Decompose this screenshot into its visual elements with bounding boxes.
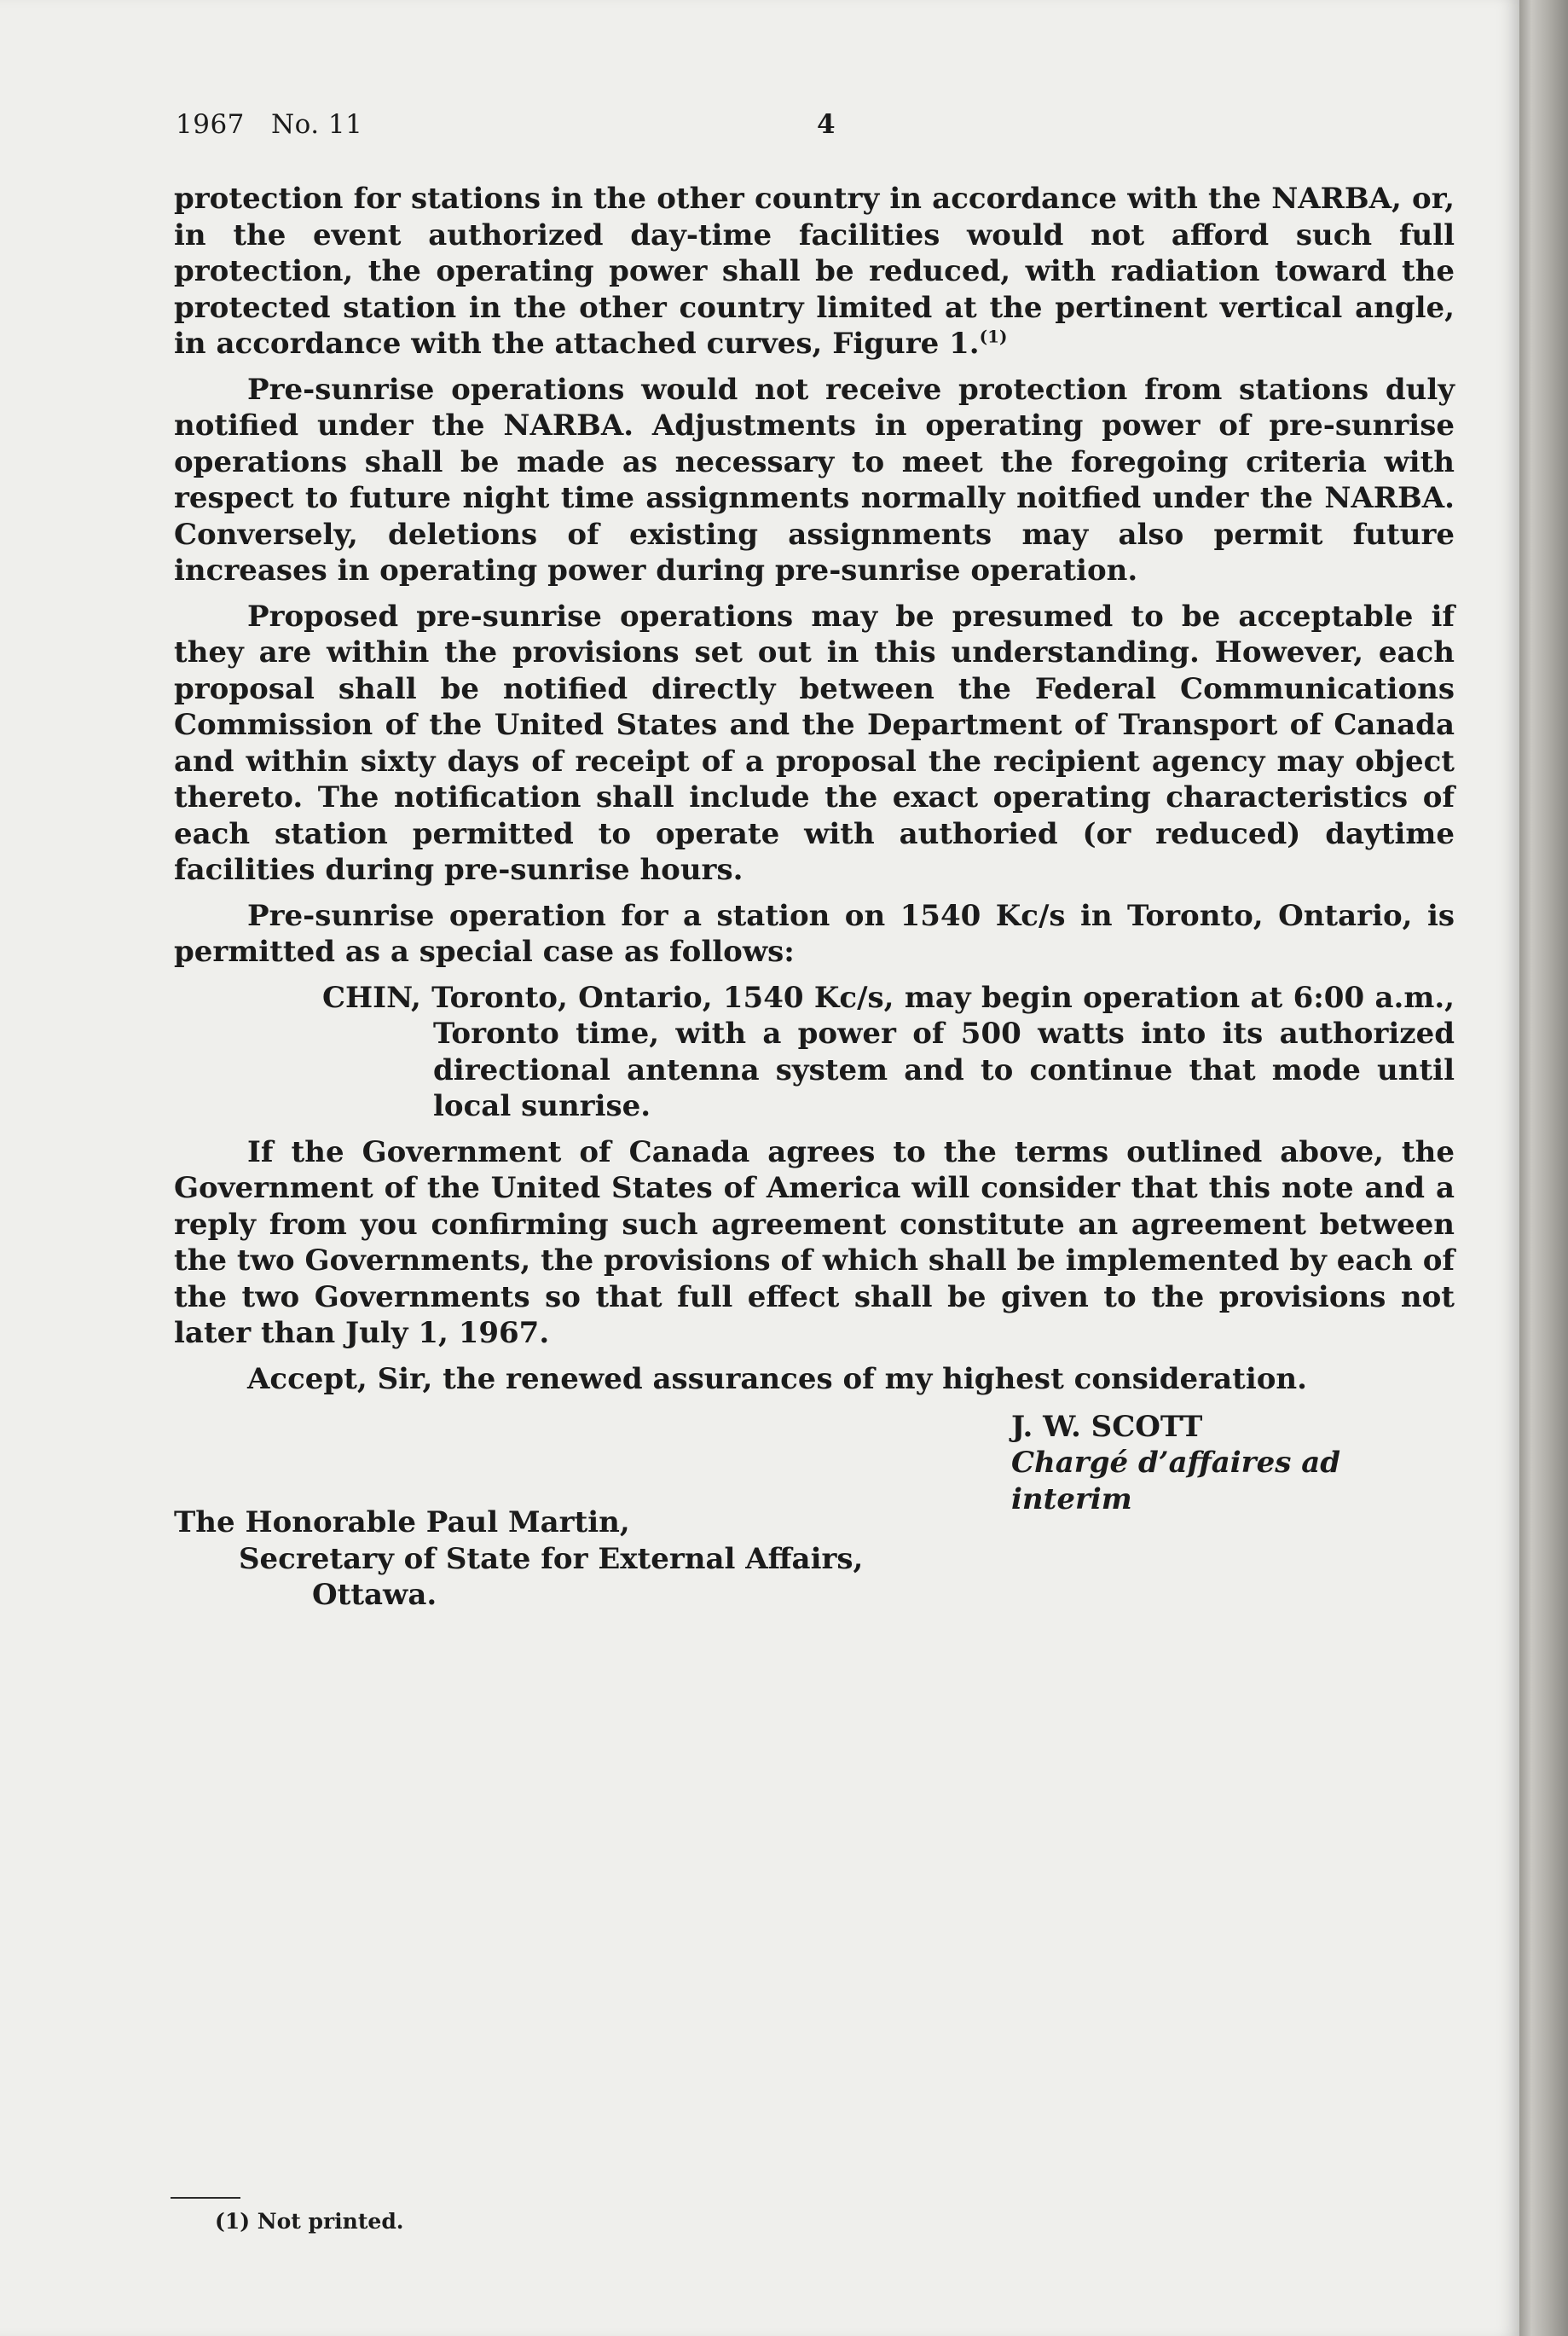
page-header (176, 109, 836, 140)
addressee-line-1: The Honorable Paul Martin, (174, 1505, 630, 1539)
addressee-line-3: Ottawa. (312, 1578, 437, 1612)
signatory-title: Chargé d’affaires ad interim (1011, 1446, 1341, 1516)
letter-body (174, 181, 1455, 1614)
addressee-line-2: Secretary of State for External Affairs, (239, 1541, 864, 1576)
paragraph-1 (174, 181, 1455, 362)
addressee-block (174, 1504, 1455, 1614)
footnote-marker: (1) (979, 326, 1008, 347)
paragraph-6: If the Government of Canada agrees to the terms outlined above, the Government of the United States of America will consider that this note and a reply from you confirming such agreement constitute an agreement between the two Governments, the provisions of which shall be implemented by each of the two Governments so that full effect shall be given to the provisions not later than July 1, 1967. (174, 1134, 1455, 1350)
signatory-name: J. W. SCOTT (1011, 1410, 1203, 1444)
book-spine-edge (1519, 0, 1568, 2336)
paragraph-chin: CHIN, Toronto, Ontario, 1540 Kc/s, may begin operation at 6:00 a.m., Toronto time, with a power of 500 watts into its authorized directional antenna system and to continue that mode until local sunrise. (322, 980, 1455, 1123)
closing-paragraph: Accept, Sir, the renewed assurances of my highest consideration. (247, 1361, 1307, 1396)
footnote: (1) Not printed. (215, 2209, 404, 2234)
paragraph-2: Pre-sunrise operations would not receive protection from stations duly notified under the NARBA. Adjustments in operating power of pre-sunrise operations shall be made as necessary to meet the foregoing criteria with respect to future night time assignments normally noitfied under the NARBA. Conversely, deletions of existing assignments may also permit future increases in operating power during pre-sunrise operation. (174, 372, 1455, 588)
paragraph-4: Pre-sunrise operation for a station on 1540 Kc/s in Toronto, Ontario, is permitted as a special case as follows: (174, 898, 1455, 969)
paragraph-1-text: protection for stations in the other country in accordance with the NARBA, or, in the event authorized day-time facilities would not afford such full protection, the operating power shall be reduced, with radiation toward the protected station in the other country limited at the pertinent vertical angle, in accordance with the attached curves, Figure 1. (174, 182, 1455, 361)
signature-block (174, 1409, 1455, 1516)
footnote-divider (171, 2197, 240, 2199)
document-number: 1967 No. 11 (176, 109, 363, 140)
page-number: 4 (817, 109, 836, 140)
paragraph-3: Proposed pre-sunrise operations may be presumed to be acceptable if they are within the provisions set out in this understanding. However, each proposal shall be notified directly between the Federal Communications Commission of the United States and the Department of Transport of Canada and within sixty days of receipt of a proposal the recipient agency may object thereto. The notification shall include the exact operating characteristics of each station permitted to operate with authoried (or reduced) daytime facilities during pre-sunrise hours. (174, 599, 1455, 887)
